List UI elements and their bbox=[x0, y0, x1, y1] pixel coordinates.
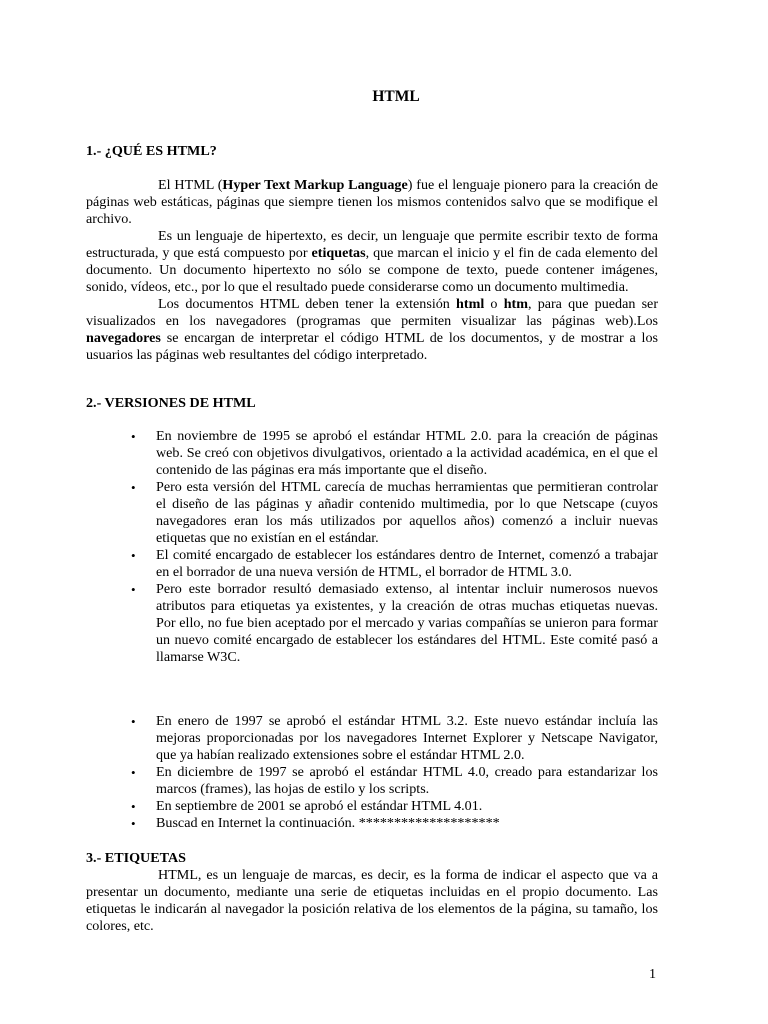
list-item: • Pero esta versión del HTML carecía de muchas herramientas que permitieran controlar el diseño de las páginas y añadir contenido multimedia, por lo que Netscape (cuyos navegadores eran los más utilizados por aquellos años) comenzó a incluir nuevas etiquetas que no existían en el estándar. bbox=[131, 479, 658, 546]
list-item: • En enero de 1997 se aprobó el estándar HTML 3.2. Este nuevo estándar incluía las mejoras proporcionadas por los navegadores Internet Explorer y Netscape Navigator, que ya habían realizado extensiones sobre el estándar HTML 2.0. bbox=[131, 713, 658, 763]
section-heading: 1.- ¿QUÉ ES HTML? bbox=[86, 143, 217, 159]
paragraph: Los documentos HTML deben tener la extensión html o htm, para que puedan ser visualizados en los navegadores (programas que permiten visualizar las páginas web).Los navegadores se encargan de interpretar el código HTML de los documentos, y de mostrar a los usuarios las páginas web resultantes del código interpretado. bbox=[86, 296, 659, 363]
list-item: • Pero este borrador resultó demasiado extenso, al intentar incluir numerosos nuevos atributos para etiquetas ya existentes, y la creación de otras muchas etiquetas nuevas. Por ello, no fue bien aceptado por el mercado y varias compañías se unieron para formar un nuevo comité encargado de establecer los estándares del HTML. Este comité pasó a llamarse W3C. bbox=[131, 581, 658, 665]
bold-term: etiquetas bbox=[311, 245, 366, 261]
bullet-icon: • bbox=[131, 765, 136, 780]
list-item: • En noviembre de 1995 se aprobó el estándar HTML 2.0. para la creación de páginas web. Se creó con objetivos divulgativos, orientado a la actividad académica, en el que el contenido de las páginas era más importante que el diseño. bbox=[131, 428, 658, 478]
paragraph: El HTML (Hyper Text Markup Language) fue el lenguaje pionero para la creación de páginas web estáticas, páginas que siempre tienen los mismos contenidos salvo que se modifique el archivo. bbox=[86, 177, 658, 227]
bullet-icon: • bbox=[131, 429, 136, 444]
section-tags bbox=[86, 850, 658, 935]
list-item: • El comité encargado de establecer los estándares dentro de Internet, comenzó a trabajar en el borrador de una nueva versión de HTML, el borrador de HTML 3.0. bbox=[131, 547, 658, 580]
bullet-icon: • bbox=[131, 480, 136, 495]
bullet-icon: • bbox=[131, 548, 136, 563]
list-item: • En septiembre de 2001 se aprobó el estándar HTML 4.01. bbox=[131, 798, 483, 814]
bullet-list-b bbox=[86, 713, 658, 832]
bullet-icon: • bbox=[131, 816, 136, 831]
section-what-is-html bbox=[86, 143, 658, 160]
section-heading: 3.- ETIQUETAS bbox=[86, 850, 186, 866]
bullet-list-a bbox=[86, 428, 658, 666]
bold-term: htm bbox=[503, 296, 528, 312]
section-1-body bbox=[86, 177, 658, 364]
section-heading: 2.- VERSIONES DE HTML bbox=[86, 395, 256, 411]
document-title: HTML bbox=[372, 88, 420, 105]
bullet-icon: • bbox=[131, 714, 136, 729]
paragraph: HTML, es un lenguaje de marcas, es decir, es la forma de indicar el aspecto que va a presentar un documento, mediante una serie de etiquetas incluidas en el propio documento. Las etiquetas le indicarán al navegador la posición relativa de los elementos de la página, su tamaño, los colores, etc. bbox=[86, 867, 658, 934]
bullet-icon: • bbox=[131, 582, 136, 597]
bold-term: html bbox=[456, 296, 485, 312]
paragraph: Es un lenguaje de hipertexto, es decir, un lenguaje que permite escribir texto de forma estructurada, y que está compuesto por etiquetas, que marcan el inicio y el fin de cada elemento del documento. Un documento hipertexto no sólo se compone de texto, puede contener imágenes, sonido, vídeos, etc., por lo que el resultado puede considerarse como un documento multimedia. bbox=[86, 228, 658, 295]
page-number: 1 bbox=[649, 966, 657, 982]
bold-term: Hyper Text Markup Language bbox=[222, 177, 408, 193]
list-item: • Buscad en Internet la continuación. ******************** bbox=[131, 815, 500, 831]
list-item: • En diciembre de 1997 se aprobó el estándar HTML 4.0, creado para estandarizar los marcos (frames), las hojas de estilo y los scripts. bbox=[131, 764, 658, 797]
section-versions bbox=[86, 395, 658, 412]
bold-term: navegadores bbox=[86, 330, 161, 346]
bullet-icon: • bbox=[131, 799, 136, 814]
